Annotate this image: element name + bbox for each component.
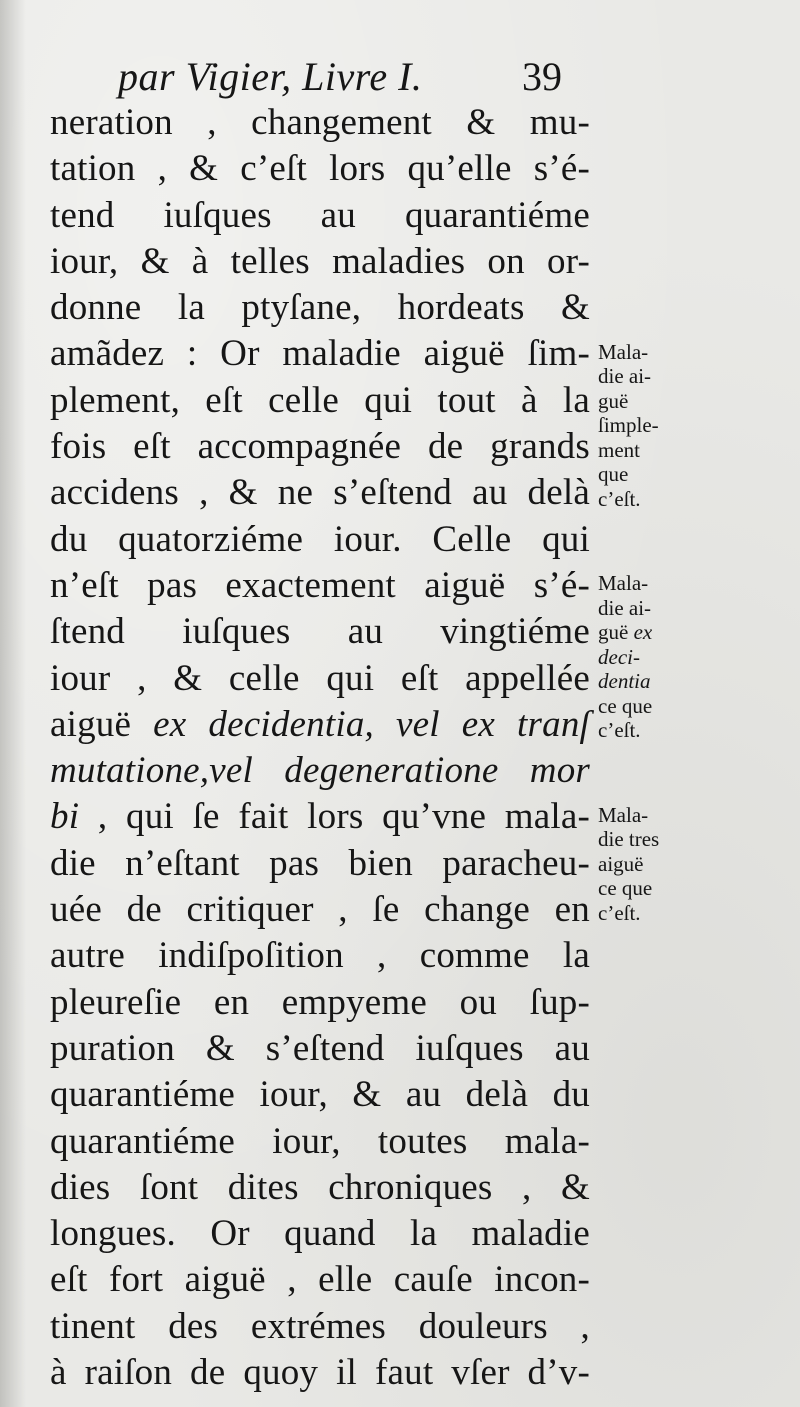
running-head-title: par Vigier, Livre I. xyxy=(118,54,423,99)
text-segment: donne la ptyſane, hordeats & xyxy=(50,287,590,329)
text-line xyxy=(50,887,590,933)
text-line xyxy=(50,239,590,285)
text-segment: dies ſont dites chroniques , & xyxy=(50,1166,590,1208)
text-segment: Mala- xyxy=(598,339,649,364)
margin-note-line xyxy=(592,462,659,487)
text-line xyxy=(50,794,590,840)
text-segment: tinent des extrémes douleurs , xyxy=(50,1305,590,1347)
text-line xyxy=(50,933,590,979)
text-line xyxy=(50,193,590,239)
italic-text: mutatione,vel degeneratione mor xyxy=(50,750,590,792)
margin-note-line xyxy=(592,487,659,512)
margin-note-line xyxy=(592,364,659,389)
margin-note-line xyxy=(592,413,659,438)
margin-note xyxy=(592,803,659,926)
text-segment: autre indiſpoſition , comme la xyxy=(50,935,590,977)
text-segment: ſimple- xyxy=(598,413,659,437)
text-segment: puration & s’eſtend iuſques au xyxy=(50,1027,590,1069)
text-segment: die tres xyxy=(598,827,660,851)
margin-note-line xyxy=(592,389,659,414)
text-segment: amãdez : Or maladie aiguë ſim- xyxy=(50,333,590,375)
text-segment: neration , changement & mu- xyxy=(50,102,590,143)
text-segment: quarantiéme iour, & au delà du xyxy=(50,1074,590,1116)
text-segment: pleureſie en empyeme ou ſup- xyxy=(50,981,590,1023)
italic-text: ex xyxy=(633,620,653,644)
main-text-column xyxy=(50,100,590,1396)
text-line xyxy=(50,656,590,702)
margin-note-line xyxy=(592,438,659,463)
text-line xyxy=(50,748,590,794)
page-gutter-shadow xyxy=(0,0,26,1407)
text-line xyxy=(50,470,590,516)
text-segment: longues. Or quand la maladie xyxy=(50,1213,590,1255)
text-segment: tation , & c’eſt lors qu’elle s’é- xyxy=(50,148,590,190)
margin-note-line xyxy=(592,645,652,670)
text-segment: n’eſt pas exactement aiguë s’é- xyxy=(50,564,590,606)
text-segment: ment xyxy=(598,437,640,462)
text-segment: ſtend iuſques au vingtiéme xyxy=(50,611,590,653)
text-line xyxy=(50,980,590,1026)
text-segment: accidens , & ne s’eſtend au delà xyxy=(50,472,590,514)
text-segment: die ai- xyxy=(598,364,652,388)
text-segment: quarantiéme iour, toutes mala- xyxy=(50,1120,590,1162)
text-line xyxy=(50,424,590,470)
italic-text: bi xyxy=(50,796,80,838)
margin-note-line xyxy=(592,340,659,365)
text-line xyxy=(50,378,590,424)
text-line xyxy=(50,517,590,563)
margin-note-line xyxy=(592,901,659,926)
italic-text: deci- xyxy=(598,644,640,669)
text-segment: Mala- xyxy=(598,802,649,827)
text-segment: c’eſt. xyxy=(598,486,641,511)
text-line xyxy=(50,146,590,192)
text-segment: die n’eſtant pas bien paracheu- xyxy=(50,842,590,884)
text-line xyxy=(50,1257,590,1303)
text-segment: iour , & celle qui eſt appellée xyxy=(50,657,590,699)
margin-note-line xyxy=(592,718,652,743)
text-segment: , qui ſe fait lors qu’vne mala- xyxy=(79,796,590,838)
text-line xyxy=(50,702,590,748)
text-line xyxy=(50,841,590,887)
text-segment: c’eſt. xyxy=(598,900,641,925)
text-segment: plement, eſt celle qui tout à la xyxy=(50,379,590,421)
text-segment: ce que xyxy=(598,876,653,900)
text-line xyxy=(50,1165,590,1211)
page-number: 39 xyxy=(522,54,562,99)
text-line xyxy=(50,1026,590,1072)
margin-note-line xyxy=(592,596,652,621)
text-segment: tend iuſques au quarantiéme xyxy=(50,194,590,236)
margin-note-line xyxy=(592,827,659,852)
text-segment: aiguë xyxy=(50,703,154,745)
margin-note-line xyxy=(592,803,659,828)
text-segment: die ai- xyxy=(598,595,652,620)
text-line xyxy=(50,331,590,377)
text-segment: ce que xyxy=(598,693,653,718)
text-segment: uée de critiquer , ſe change en xyxy=(50,889,590,931)
text-segment: que xyxy=(598,462,629,486)
margin-note-line xyxy=(592,669,652,694)
text-segment: guë xyxy=(598,388,629,413)
text-segment: c’eſt. xyxy=(598,718,641,742)
text-segment: iour, & à telles maladies on or- xyxy=(50,240,590,282)
margin-note-line xyxy=(592,852,659,877)
text-line xyxy=(50,1119,590,1165)
running-head xyxy=(118,52,598,102)
text-line xyxy=(50,1072,590,1118)
margin-note-line xyxy=(592,620,652,645)
text-line xyxy=(50,1211,590,1257)
italic-text: ex decidentia, vel ex tranſ xyxy=(153,703,590,745)
text-segment: aiguë xyxy=(598,851,644,876)
text-line xyxy=(50,1350,590,1396)
margin-note-line xyxy=(592,876,659,901)
italic-text: dentia xyxy=(598,669,651,693)
text-line xyxy=(50,285,590,331)
text-segment: eſt fort aiguë , elle cauſe incon- xyxy=(50,1259,590,1301)
text-segment: du quatorziéme iour. Celle qui xyxy=(50,518,590,560)
text-segment: guë xyxy=(598,620,634,644)
margin-note xyxy=(592,571,652,743)
text-segment: à raiſon de quoy il faut vſer d’v- xyxy=(50,1352,590,1394)
text-line xyxy=(50,609,590,655)
margin-note xyxy=(592,340,659,512)
text-line xyxy=(50,563,590,609)
text-segment: fois eſt accompagnée de grands xyxy=(50,426,590,468)
margin-note-line xyxy=(592,571,652,596)
text-line xyxy=(50,1304,590,1350)
text-segment: Mala- xyxy=(598,571,649,595)
margin-note-line xyxy=(592,694,652,719)
text-line xyxy=(50,100,590,146)
